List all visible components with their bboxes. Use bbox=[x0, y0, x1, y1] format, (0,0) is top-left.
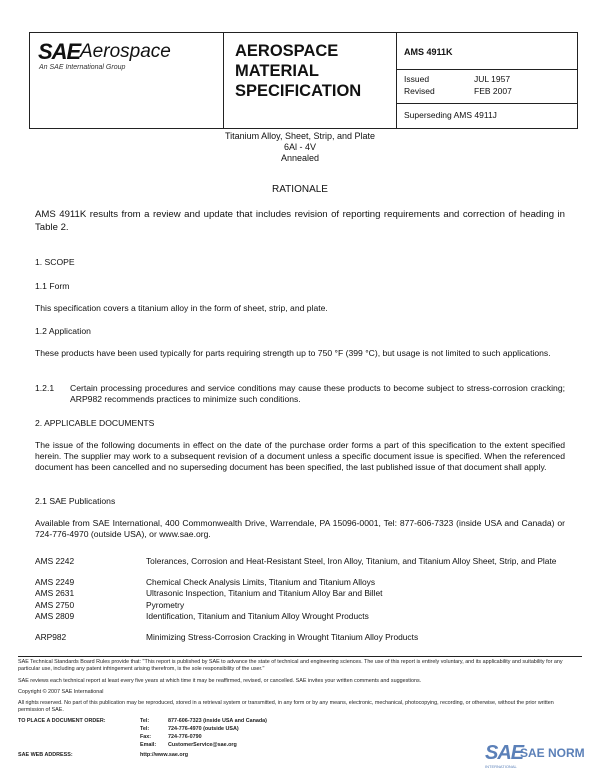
section-1-1-heading: 1.1 Form bbox=[35, 281, 70, 291]
rationale-text: AMS 4911K results from a review and update that includes revision of reporting requirements and correction of heading in Table 2. bbox=[35, 209, 565, 233]
web-label: SAE WEB ADDRESS: bbox=[18, 752, 73, 758]
stamp-logo: SAE bbox=[485, 742, 524, 764]
stamp-sub: INTERNATIONAL bbox=[485, 764, 517, 769]
doc-code: AMS 2809 bbox=[35, 611, 75, 621]
doc-code: AMS 2242 bbox=[35, 556, 75, 566]
footer-rights: All rights reserved. No part of this publication may be reproduced, stored in a retrieval system or transmitted, in any form or by any means, electronic, mechanical, photocopying, recording, or otherwise, without the prior written permission of SAE. bbox=[18, 700, 554, 713]
tel2-value: 724-776-4970 (outside USA) bbox=[168, 726, 239, 732]
section-1-heading: 1. SCOPE bbox=[35, 257, 75, 267]
doc-type-title: AEROSPACE MATERIAL SPECIFICATION bbox=[235, 42, 362, 100]
footer-copyright: Copyright © 2007 SAE International bbox=[18, 689, 104, 695]
superseding: Superseding AMS 4911J bbox=[404, 110, 497, 120]
section-1-2-1-number: 1.2.1 bbox=[35, 383, 55, 393]
issued-label: Issued bbox=[404, 74, 430, 84]
fax-label: Fax: bbox=[140, 734, 152, 740]
section-2-1-text: Available from SAE International, 400 Commonwealth Drive, Warrendale, PA 15096-0001, Tel: 877-606-7323 (inside USA and Canada) or 724-776-4970 (outside USA), or www.sae.org. bbox=[35, 518, 565, 540]
fax-value: 724-776-0790 bbox=[168, 734, 202, 740]
doc-title: Ultrasonic Inspection, Titanium and Titanium Alloy Bar and Billet bbox=[146, 588, 383, 598]
footer-review: SAE reviews each technical report at least every five years at which time it may be reaffirmed, revised, or cancelled. SAE invites your written comments and suggestions. bbox=[18, 678, 422, 684]
ams-number: AMS 4911K bbox=[404, 47, 453, 57]
logo-name: Aerospace bbox=[80, 41, 171, 62]
tel1-label: Tel: bbox=[140, 718, 150, 724]
tel2-label: Tel: bbox=[140, 726, 150, 732]
web-address[interactable]: http://www.sae.org bbox=[140, 752, 189, 758]
section-1-2-1-text: Certain processing procedures and service conditions may cause these products to become subject to stress-corrosion cracking; ARP982 recommends practices to minimize such conditions. bbox=[70, 383, 565, 405]
rationale-heading: RATIONALE bbox=[272, 184, 328, 195]
doc-code: AMS 2631 bbox=[35, 588, 75, 598]
doc-title: Chemical Check Analysis Limits, Titanium and Titanium Alloys bbox=[146, 577, 376, 587]
doc-title: Minimizing Stress-Corrosion Cracking in Wrought Titanium Alloy Products bbox=[146, 632, 419, 642]
header-box bbox=[29, 32, 578, 129]
section-2-1-heading: 2.1 SAE Publications bbox=[35, 496, 116, 506]
email-label: Email: bbox=[140, 742, 157, 748]
section-2-heading: 2. APPLICABLE DOCUMENTS bbox=[35, 418, 155, 428]
doc-code: AMS 2249 bbox=[35, 577, 75, 587]
revised-value: FEB 2007 bbox=[474, 86, 512, 96]
doc-code: ARP982 bbox=[35, 632, 67, 642]
footer-divider bbox=[18, 656, 582, 657]
section-1-2-heading: 1.2 Application bbox=[35, 326, 91, 336]
material-title: Titanium Alloy, Sheet, Strip, and Plate 6Al - 4V Annealed bbox=[224, 131, 376, 163]
tel1-value: 877-606-7323 (inside USA and Canada) bbox=[168, 718, 267, 724]
doc-title: Pyrometry bbox=[146, 600, 185, 610]
doc-code: AMS 2750 bbox=[35, 600, 75, 610]
doc-title: Tolerances, Corrosion and Heat-Resistant Steel, Iron Alloy, Titanium, and Titanium Alloy Sheet, Strip, and Plate bbox=[146, 556, 557, 566]
email-value[interactable]: CustomerService@sae.org bbox=[168, 742, 237, 748]
logo-brand: SAE bbox=[38, 39, 81, 64]
doc-title: Identification, Titanium and Titanium Alloy Wrought Products bbox=[146, 611, 369, 621]
section-1-2-text: These products have been used typically for parts requiring strength up to 750 °F (399 °C), but usage is not limited to such applications. bbox=[35, 348, 551, 358]
order-label: TO PLACE A DOCUMENT ORDER: bbox=[18, 718, 106, 724]
revised-label: Revised bbox=[404, 86, 435, 96]
logo-tagline: An SAE International Group bbox=[39, 64, 126, 71]
issued-value: JUL 1957 bbox=[474, 74, 511, 84]
section-1-1-text: This specification covers a titanium alloy in the form of sheet, strip, and plate. bbox=[35, 303, 328, 313]
section-2-text: The issue of the following documents in effect on the date of the purchase order forms a part of this specification to the extent specified herein. The supplier may work to a subsequent revision of a document unless a specific document issue is specified. When the referenced document has been cancelled and no superseding document has been specified, the last published issue of that document shall apply. bbox=[35, 440, 565, 473]
stamp-text: SAE NORM bbox=[520, 746, 585, 760]
footer-rules: SAE Technical Standards Board Rules provide that: "This report is published by SAE to advance the state of technical and engineering sciences. The use of this report is entirely voluntary, and its applicability and suitability for any particular use, including any patent infringement arising therefrom, is the sole responsibility of the user." bbox=[18, 659, 563, 672]
